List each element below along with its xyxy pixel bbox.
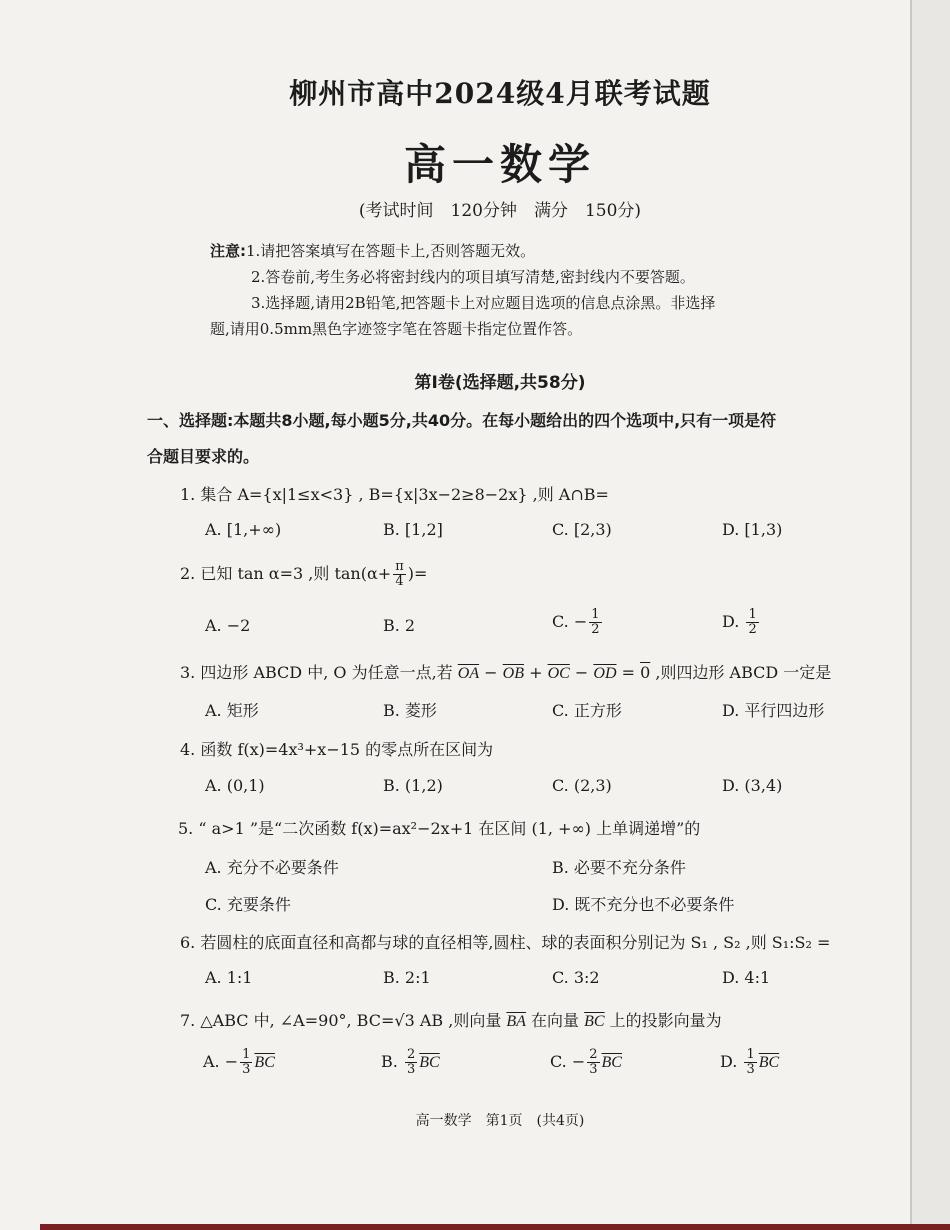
q1-option-d: D. [1,3) bbox=[722, 520, 783, 539]
q3-suffix: ,则四边形 ABCD 一定是 bbox=[650, 663, 832, 682]
question-2 bbox=[180, 560, 427, 589]
q3-option-b: B. 菱形 bbox=[383, 701, 437, 720]
vec-ba: $\overline{BA}$ bbox=[506, 1013, 526, 1030]
q4-option-a: A. (0,1) bbox=[205, 776, 265, 795]
q7-a-prefix: A. − bbox=[203, 1052, 239, 1071]
q7-d-prefix: D. bbox=[720, 1052, 743, 1071]
q2-c-prefix: C. − bbox=[552, 612, 588, 631]
q2-d-den: 2 bbox=[748, 622, 757, 637]
q5-option-a: A. 充分不必要条件 bbox=[205, 858, 339, 877]
note-label: 注意: bbox=[210, 242, 246, 260]
q5-option-d: D. 既不充分也不必要条件 bbox=[552, 895, 735, 914]
q7-suffix: 上的投影向量为 bbox=[604, 1011, 722, 1030]
q7-b-num: 2 bbox=[406, 1047, 416, 1062]
q7-d-vec: $\overline{BC}$ bbox=[758, 1054, 780, 1071]
note-line-1 bbox=[210, 240, 535, 261]
q7-d-fraction bbox=[744, 1048, 756, 1077]
q7-option-b bbox=[381, 1048, 440, 1077]
exam-info: (考试时间 120分钟 满分 150分) bbox=[358, 201, 642, 221]
question-1: 1. 集合 A={x|1≤x<3} , B={x|3x−2≥8−2x} ,则 A∩B= bbox=[180, 485, 609, 504]
q2-d-num: 1 bbox=[748, 607, 757, 622]
q1-option-c: C. [2,3) bbox=[552, 520, 612, 539]
question-6: 6. 若圆柱的底面直径和高都与球的直径相等,圆柱、球的表面积分别记为 S₁ , S₂ ,则 S₁:S₂ = bbox=[180, 933, 831, 952]
q7-a-vec: $\overline{BC}$ bbox=[254, 1054, 275, 1071]
q1-option-b: B. [1,2] bbox=[383, 520, 443, 539]
q7-c-fraction bbox=[587, 1048, 599, 1077]
note-3b: 题,请用0.5mm黑色字迹签字笔在答题卡指定位置作答。 bbox=[210, 320, 583, 338]
q7-mid: 在向量 bbox=[525, 1011, 585, 1030]
question-7 bbox=[180, 1008, 722, 1031]
q1-option-a: A. [1,+∞) bbox=[205, 520, 282, 539]
exam-title: 柳州市高中2024级4月联考试题 bbox=[289, 77, 711, 110]
q2-c-den: 2 bbox=[591, 622, 600, 637]
question-4: 4. 函数 f(x)=4x³+x−15 的零点所在区间为 bbox=[180, 740, 494, 759]
q2-prefix: 2. 已知 tan α=3 ,则 tan(α+ bbox=[180, 564, 392, 583]
q4-option-b: B. (1,2) bbox=[383, 776, 443, 795]
q6-option-d: D. 4:1 bbox=[722, 968, 771, 987]
q4-option-c: C. (2,3) bbox=[552, 776, 612, 795]
q7-option-d bbox=[720, 1048, 779, 1077]
note-3a: 3.选择题,请用2B铅笔,把答题卡上对应题目选项的信息点涂黑。非选择 bbox=[251, 294, 716, 312]
section-heading-2: 合题目要求的。 bbox=[147, 447, 260, 466]
vec-bc: $\overline{BC}$ bbox=[584, 1013, 605, 1030]
q7-option-a bbox=[203, 1048, 275, 1077]
q2-d-prefix: D. bbox=[722, 612, 745, 631]
q7-b-prefix: B. bbox=[381, 1052, 403, 1071]
q5-option-c: C. 充要条件 bbox=[205, 895, 291, 914]
q6-option-c: C. 3:2 bbox=[552, 968, 600, 987]
q7-a-fraction bbox=[240, 1048, 252, 1077]
question-3: 3. 四边形 ABCD 中, O 为任意一点,若 $\overline{OA} - \overline{OB} + \overline{OC} - \overline{OD} = 0$ ,则四边形 ABCD 一定是 bbox=[180, 663, 832, 682]
vec-oa: $\overline{OA}$ bbox=[457, 665, 480, 682]
q2-frac-den: 4 bbox=[395, 574, 404, 589]
note-2: 2.答卷前,考生务必将密封线内的项目填写清楚,密封线内不要答题。 bbox=[251, 268, 695, 286]
q7-b-den: 3 bbox=[406, 1062, 416, 1077]
q7-c-vec: $\overline{BC}$ bbox=[601, 1054, 622, 1071]
q6-option-a: A. 1:1 bbox=[205, 968, 253, 987]
zero-vector: 0 bbox=[640, 663, 651, 682]
q7-d-den: 3 bbox=[746, 1062, 755, 1077]
subject-title: 高一数学 bbox=[403, 140, 596, 189]
vec-od: $\overline{OD}$ bbox=[593, 665, 617, 682]
page-footer: 高一数学 第1页 (共4页) bbox=[415, 1113, 585, 1129]
q2-d-fraction bbox=[746, 608, 758, 637]
q7-c-den: 3 bbox=[589, 1062, 598, 1077]
note-1: 1.请把答案填写在答题卡上,否则答题无效。 bbox=[246, 242, 536, 260]
q2-option-d bbox=[722, 608, 761, 637]
vec-ob: $\overline{OB}$ bbox=[502, 665, 524, 682]
q2-suffix: )= bbox=[407, 564, 428, 583]
q2-fraction bbox=[393, 560, 406, 589]
q7-d-num: 1 bbox=[746, 1047, 755, 1062]
q7-c-num: 2 bbox=[589, 1047, 598, 1062]
q2-c-num: 1 bbox=[591, 607, 600, 622]
q3-prefix: 3. 四边形 ABCD 中, O 为任意一点,若 bbox=[180, 663, 458, 682]
section-title: 第Ⅰ卷(选择题,共58分) bbox=[414, 373, 586, 393]
q3-option-a: A. 矩形 bbox=[205, 701, 259, 720]
q4-option-d: D. (3,4) bbox=[722, 776, 783, 795]
q7-a-num: 1 bbox=[242, 1047, 251, 1062]
q7-b-vec: $\overline{BC}$ bbox=[419, 1054, 440, 1071]
q2-frac-num: π bbox=[395, 559, 404, 574]
q7-option-c bbox=[550, 1048, 622, 1077]
q3-option-d: D. 平行四边形 bbox=[722, 701, 825, 720]
question-5: 5. “ a>1 ”是“二次函数 f(x)=ax²−2x+1 在区间 (1, +∞) 上单调递增”的 bbox=[178, 819, 701, 838]
q5-option-b: B. 必要不充分条件 bbox=[552, 858, 686, 877]
q2-option-b: B. 2 bbox=[383, 616, 416, 635]
q2-option-c bbox=[552, 608, 604, 637]
q2-option-a: A. −2 bbox=[205, 616, 251, 635]
q3-option-c: C. 正方形 bbox=[552, 701, 622, 720]
vec-oc: $\overline{OC}$ bbox=[547, 665, 570, 682]
q7-c-prefix: C. − bbox=[550, 1052, 586, 1071]
section-heading-1: 一、选择题:本题共8小题,每小题5分,共40分。在每小题给出的四个选项中,只有一项是符 bbox=[147, 411, 777, 430]
q7-b-fraction bbox=[405, 1048, 417, 1077]
q2-c-fraction bbox=[589, 608, 601, 637]
q7-a-den: 3 bbox=[242, 1062, 251, 1077]
q6-option-b: B. 2:1 bbox=[383, 968, 431, 987]
q7-prefix: 7. △ABC 中, ∠A=90°, BC=√3 AB ,则向量 bbox=[180, 1011, 507, 1030]
